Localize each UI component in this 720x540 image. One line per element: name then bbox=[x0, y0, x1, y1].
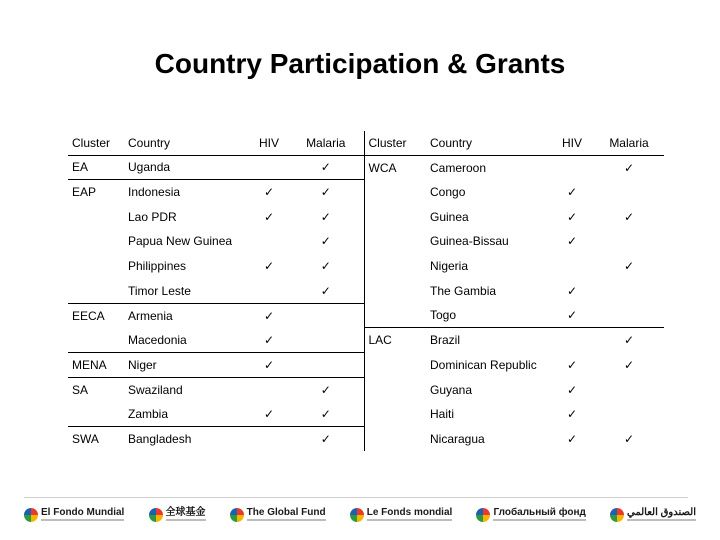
country-cell: Brazil bbox=[426, 328, 550, 353]
cluster-cell bbox=[364, 278, 426, 303]
table-row bbox=[68, 402, 664, 427]
cluster-cell bbox=[68, 229, 124, 254]
malaria-check-cell bbox=[288, 303, 364, 328]
footer-logo-subline bbox=[166, 519, 206, 522]
malaria-check-cell bbox=[594, 402, 664, 427]
cluster-cell: EAP bbox=[68, 180, 124, 205]
footer-logo-subline bbox=[247, 519, 326, 522]
country-cell: Cameroon bbox=[430, 160, 487, 175]
hiv-check-cell: ✓ bbox=[263, 259, 275, 274]
hiv-check-cell bbox=[250, 229, 288, 254]
country-cell: Armenia bbox=[124, 303, 250, 328]
country-cell: Guinea-Bissau bbox=[430, 234, 509, 249]
footer-logo-name: 全球基金 bbox=[165, 507, 206, 518]
cluster-cell bbox=[364, 254, 426, 279]
hiv-check-cell: ✓ bbox=[566, 382, 578, 397]
country-cell: Congo bbox=[430, 185, 466, 200]
hiv-check-cell: ✓ bbox=[566, 357, 578, 372]
global-fund-logo-icon bbox=[230, 508, 244, 522]
malaria-check-cell bbox=[594, 377, 664, 402]
table-row bbox=[68, 229, 664, 254]
malaria-check-cell: ✓ bbox=[623, 160, 635, 175]
malaria-check-cell: ✓ bbox=[288, 254, 364, 279]
footer-logo bbox=[149, 508, 206, 522]
table-row bbox=[68, 377, 664, 402]
country-cell: Nicaragua bbox=[430, 431, 485, 446]
global-fund-logo-icon bbox=[610, 508, 624, 522]
country-cell: Guinea bbox=[430, 209, 469, 224]
hiv-check-cell: ✓ bbox=[263, 332, 275, 347]
hiv-check-cell bbox=[250, 427, 288, 452]
cluster-cell bbox=[68, 402, 124, 427]
malaria-check-cell: ✓ bbox=[623, 209, 635, 224]
footer-logo-name: Le Fonds mondial bbox=[366, 507, 453, 518]
hiv-check-cell: ✓ bbox=[566, 185, 578, 200]
malaria-check-cell bbox=[594, 303, 664, 328]
cluster-cell: SA bbox=[68, 377, 124, 402]
malaria-check-cell: ✓ bbox=[623, 357, 635, 372]
footer-logo-subline bbox=[627, 519, 696, 522]
table-row bbox=[68, 278, 664, 303]
header-country: Country bbox=[124, 131, 250, 155]
footer-logo-name: The Global Fund bbox=[246, 507, 326, 518]
malaria-check-cell: ✓ bbox=[623, 431, 635, 446]
footer-logo bbox=[24, 508, 124, 522]
header-country: Country bbox=[426, 131, 550, 155]
hiv-check-cell: ✓ bbox=[250, 303, 288, 328]
cluster-cell bbox=[364, 180, 426, 205]
malaria-check-cell bbox=[288, 353, 364, 378]
hiv-check-cell: ✓ bbox=[566, 283, 578, 298]
cluster-cell: EA bbox=[72, 160, 89, 175]
malaria-check-cell: ✓ bbox=[288, 402, 364, 427]
country-cell: Nigeria bbox=[430, 259, 469, 274]
hiv-check-cell: ✓ bbox=[566, 407, 578, 422]
table-row bbox=[68, 427, 664, 452]
hiv-check-cell: ✓ bbox=[263, 406, 275, 421]
malaria-check-cell: ✓ bbox=[288, 427, 364, 452]
table-row bbox=[68, 204, 664, 229]
footer-logos bbox=[24, 502, 696, 528]
cluster-cell bbox=[68, 254, 124, 279]
table-row bbox=[68, 155, 664, 180]
footer-logo bbox=[610, 508, 696, 522]
cluster-cell bbox=[68, 278, 124, 303]
footer-logo-subline bbox=[367, 519, 453, 522]
cluster-cell bbox=[68, 204, 124, 229]
cluster-cell bbox=[364, 204, 426, 229]
participation-table bbox=[68, 131, 664, 451]
footer-logo bbox=[350, 508, 453, 522]
cluster-cell bbox=[364, 377, 426, 402]
cluster-cell bbox=[364, 353, 426, 378]
cluster-cell: MENA bbox=[68, 353, 124, 378]
table-row bbox=[68, 353, 664, 378]
malaria-check-cell bbox=[288, 328, 364, 353]
hiv-check-cell bbox=[550, 254, 594, 279]
malaria-check-cell: ✓ bbox=[288, 204, 364, 229]
hiv-check-cell: ✓ bbox=[250, 180, 288, 205]
malaria-check-cell bbox=[594, 278, 664, 303]
malaria-check-cell: ✓ bbox=[594, 328, 664, 353]
country-cell: Lao PDR bbox=[128, 209, 177, 224]
hiv-check-cell: ✓ bbox=[250, 353, 288, 378]
footer-logo-subline bbox=[41, 519, 124, 522]
table-body bbox=[68, 155, 664, 451]
footer-logo-subline bbox=[493, 519, 585, 522]
table-row bbox=[68, 254, 664, 279]
hiv-check-cell bbox=[550, 155, 594, 180]
hiv-check-cell bbox=[550, 328, 594, 353]
malaria-check-cell: ✓ bbox=[288, 278, 364, 303]
country-cell: Philippines bbox=[128, 259, 187, 274]
cluster-cell bbox=[364, 303, 426, 328]
cluster-cell: SWA bbox=[68, 427, 124, 452]
header-hiv: HIV bbox=[550, 131, 594, 155]
country-cell: Swaziland bbox=[124, 377, 250, 402]
header-cluster: Cluster bbox=[68, 131, 124, 155]
country-cell: Papua New Guinea bbox=[128, 234, 233, 249]
hiv-check-cell: ✓ bbox=[566, 209, 578, 224]
malaria-check-cell bbox=[594, 229, 664, 254]
header-malaria: Malaria bbox=[594, 131, 664, 155]
hiv-check-cell bbox=[250, 278, 288, 303]
page-title: Country Participation & Grants bbox=[154, 48, 566, 79]
table-row bbox=[68, 303, 664, 328]
country-cell: Togo bbox=[430, 308, 457, 323]
malaria-check-cell: ✓ bbox=[288, 155, 364, 180]
malaria-check-cell: ✓ bbox=[288, 377, 364, 402]
cluster-cell: WCA bbox=[368, 160, 397, 175]
global-fund-logo-icon bbox=[476, 508, 490, 522]
country-cell: Bangladesh bbox=[124, 427, 250, 452]
country-cell: Timor Leste bbox=[128, 283, 191, 298]
header-malaria: Malaria bbox=[288, 131, 364, 155]
hiv-check-cell: ✓ bbox=[566, 234, 578, 249]
hiv-check-cell: ✓ bbox=[566, 431, 578, 446]
country-cell: The Gambia bbox=[430, 283, 497, 298]
malaria-check-cell: ✓ bbox=[288, 180, 364, 205]
country-cell: Niger bbox=[124, 353, 250, 378]
country-cell: Uganda bbox=[128, 160, 171, 175]
table-row bbox=[68, 180, 664, 205]
footer-logo-name: الصندوق العالمي bbox=[627, 507, 696, 518]
global-fund-logo-icon bbox=[350, 508, 364, 522]
hiv-check-cell: ✓ bbox=[566, 308, 578, 323]
table-row bbox=[68, 328, 664, 353]
hiv-check-cell: ✓ bbox=[263, 209, 275, 224]
footer-logo bbox=[230, 508, 326, 522]
footer-logo bbox=[476, 508, 585, 522]
country-cell: Zambia bbox=[128, 406, 169, 421]
global-fund-logo-icon bbox=[24, 508, 38, 522]
cluster-cell bbox=[364, 229, 426, 254]
country-cell: Dominican Republic bbox=[430, 357, 537, 372]
country-cell: Guyana bbox=[430, 382, 473, 397]
footer-logo-name: Глобальный фонд bbox=[493, 507, 586, 518]
cluster-cell bbox=[364, 427, 426, 452]
country-cell: Haiti bbox=[430, 407, 455, 422]
country-cell: Macedonia bbox=[128, 332, 187, 347]
footer-divider bbox=[24, 497, 688, 498]
footer-logo-name: El Fondo Mundial bbox=[41, 507, 125, 518]
global-fund-logo-icon bbox=[149, 508, 163, 522]
table-header-row bbox=[68, 131, 664, 155]
malaria-check-cell: ✓ bbox=[623, 259, 635, 274]
malaria-check-cell: ✓ bbox=[288, 229, 364, 254]
header-cluster: Cluster bbox=[364, 131, 426, 155]
country-cell: Indonesia bbox=[124, 180, 250, 205]
cluster-cell bbox=[364, 402, 426, 427]
header-hiv: HIV bbox=[250, 131, 288, 155]
cluster-cell bbox=[68, 328, 124, 353]
cluster-cell: LAC bbox=[364, 328, 426, 353]
cluster-cell: EECA bbox=[68, 303, 124, 328]
hiv-check-cell bbox=[250, 155, 288, 180]
malaria-check-cell bbox=[594, 180, 664, 205]
hiv-check-cell bbox=[250, 377, 288, 402]
